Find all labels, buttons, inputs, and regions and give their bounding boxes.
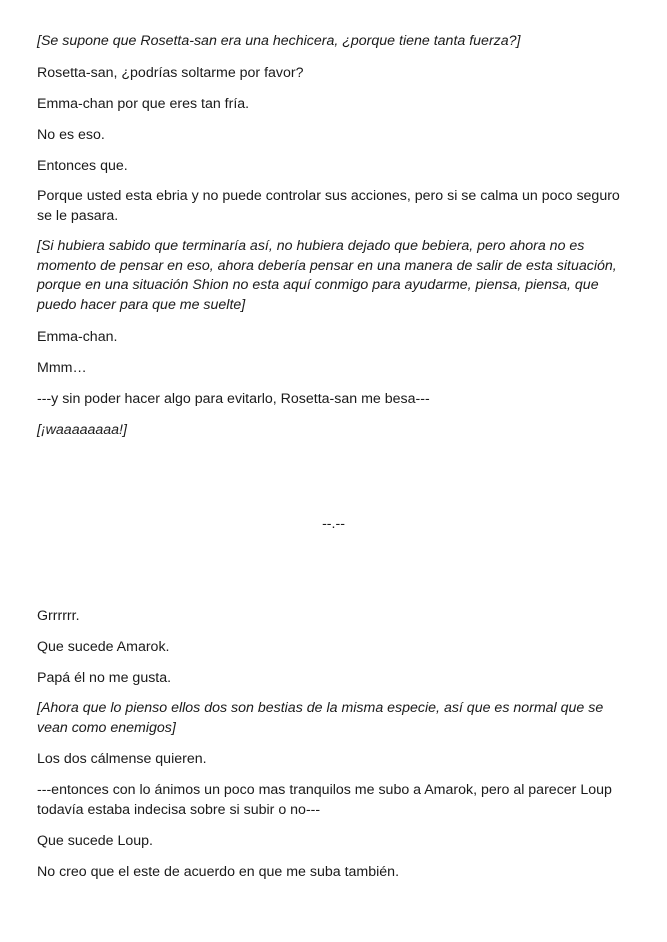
paragraph-dialogue-5: Porque usted esta ebria y no puede controlar sus acciones, pero si se calma un poco seguro se le pasara. (37, 188, 620, 224)
paragraph-thought-4: [Ahora que lo pienso ellos dos son bestias de la misma especie, así que es normal que se vean como enemigos] (37, 700, 604, 736)
paragraph-dialogue-3: No es eso. (37, 127, 105, 143)
paragraph-dialogue-4: Entonces que. (37, 158, 128, 174)
paragraph-dialogue-7: Mmm… (37, 360, 87, 376)
scene-separator: --.-- (322, 516, 345, 532)
paragraph-dialogue-10: Papá él no me gusta. (37, 670, 172, 686)
paragraph-dialogue-1: Rosetta-san, ¿podrías soltarme por favor? (37, 65, 304, 81)
paragraph-dialogue-13: No creo que el este de acuerdo en que me suba también. (37, 864, 400, 880)
paragraph-dialogue-11: Los dos cálmense quieren. (37, 751, 207, 767)
paragraph-narration-2: ---entonces con lo ánimos un poco mas tranquilos me subo a Amarok, pero al parecer Loup todavía estaba indecisa sobre si subir o no--- (37, 782, 612, 818)
paragraph-thought-2: [Si hubiera sabido que terminaría así, no hubiera dejado que bebiera, pero ahora no es momento de pensar en eso, ahora debería pensar en una manera de salir de esta situación, porque en una situación Shion no esta aquí conmigo para ayudarme, piensa, piensa, que puedo hacer para que me suelte] (37, 238, 617, 313)
paragraph-narration-1: ---y sin poder hacer algo para evitarlo, Rosetta-san me besa--- (37, 391, 430, 407)
paragraph-thought-1: [Se supone que Rosetta-san era una hechicera, ¿porque tiene tanta fuerza?] (37, 33, 521, 49)
paragraph-dialogue-9: Que sucede Amarok. (37, 639, 170, 655)
paragraph-dialogue-2: Emma-chan por que eres tan fría. (37, 96, 250, 112)
paragraph-dialogue-8: Grrrrrr. (37, 608, 80, 624)
paragraph-dialogue-6: Emma-chan. (37, 329, 118, 345)
paragraph-thought-3: [¡waaaaaaaa!] (37, 422, 127, 438)
paragraph-dialogue-12: Que sucede Loup. (37, 833, 153, 849)
